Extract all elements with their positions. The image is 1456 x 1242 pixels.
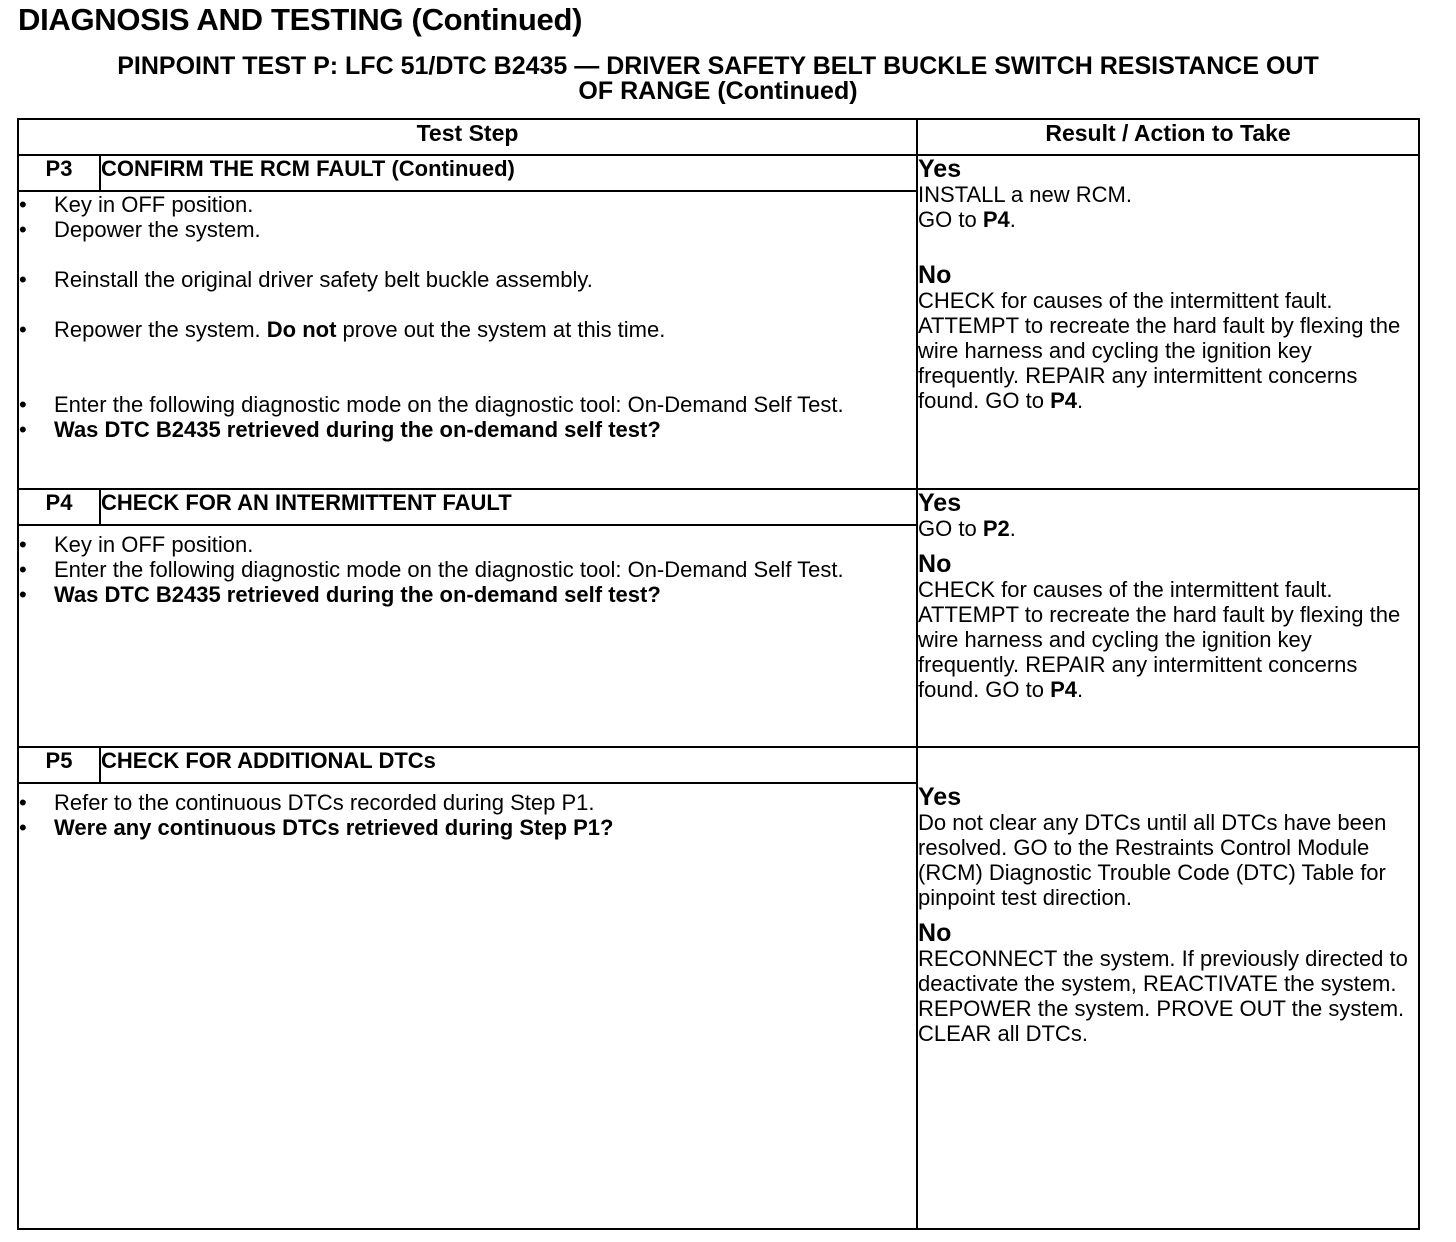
list-item: • Depower the system. bbox=[19, 217, 916, 242]
step-p5-result bbox=[917, 747, 1419, 1229]
pinpoint-test-table bbox=[17, 118, 1420, 1230]
result-yes bbox=[918, 156, 1418, 232]
yes-go: GO to P2. bbox=[918, 516, 1016, 541]
step-p4-title-row bbox=[18, 489, 1419, 525]
step-title: CHECK FOR AN INTERMITTENT FAULT bbox=[100, 489, 917, 525]
step-id: P4 bbox=[18, 489, 100, 525]
list-item: • Were any continuous DTCs retrieved during Step P1? bbox=[19, 815, 916, 840]
list-item: • Enter the following diagnostic mode on the diagnostic tool: On-Demand Self Test. bbox=[19, 392, 916, 417]
result-yes bbox=[918, 490, 1418, 541]
yes-text: INSTALL a new RCM. bbox=[918, 182, 1132, 207]
subtitle-line-2: OF RANGE (Continued) bbox=[578, 77, 858, 105]
yes-label: Yes bbox=[918, 783, 962, 811]
list-item: • Was DTC B2435 retrieved during the on-demand self test? bbox=[19, 417, 916, 442]
step-p5-instructions bbox=[18, 783, 917, 1229]
column-header-test-step: Test Step bbox=[18, 119, 917, 155]
table-header-row bbox=[18, 119, 1419, 155]
list-item: • Refer to the continuous DTCs recorded during Step P1. bbox=[19, 790, 916, 815]
result-no bbox=[918, 551, 1418, 702]
no-label: No bbox=[918, 261, 952, 289]
yes-text: Do not clear any DTCs until all DTCs have been resolved. GO to the Restraints Control Module (RCM) Diagnostic Trouble Code (DTC) Table for pinpoint test direction. bbox=[918, 810, 1387, 910]
yes-label: Yes bbox=[918, 155, 962, 183]
result-yes bbox=[918, 784, 1418, 910]
step-p3-title-row bbox=[18, 155, 1419, 191]
yes-go: GO to P4. bbox=[918, 207, 1016, 232]
list-item: • Enter the following diagnostic mode on the diagnostic tool: On-Demand Self Test. bbox=[19, 557, 916, 582]
step-title: CONFIRM THE RCM FAULT (Continued) bbox=[100, 155, 917, 191]
pinpoint-test-title bbox=[18, 54, 1418, 104]
list-item: • Key in OFF position. bbox=[19, 532, 916, 557]
yes-label: Yes bbox=[918, 489, 962, 517]
step-p3-result bbox=[917, 155, 1419, 489]
no-text: CHECK for causes of the intermittent fault. ATTEMPT to recreate the hard fault by flexing the wire harness and cycling the ignition key frequently. REPAIR any intermittent concerns found. GO to P4. bbox=[918, 288, 1401, 413]
step-title: CHECK FOR ADDITIONAL DTCs bbox=[100, 747, 917, 783]
subtitle-line-1: PINPOINT TEST P: LFC 51/DTC B2435 — DRIVER SAFETY BELT BUCKLE SWITCH RESISTANCE OUT bbox=[117, 52, 1319, 80]
page-heading: DIAGNOSIS AND TESTING (Continued) bbox=[18, 2, 583, 37]
result-no bbox=[918, 262, 1418, 413]
step-p5-title-row bbox=[18, 747, 1419, 783]
no-label: No bbox=[918, 550, 952, 578]
no-label: No bbox=[918, 919, 952, 947]
no-text: RECONNECT the system. If previously directed to deactivate the system, REACTIVATE the system. REPOWER the system. PROVE OUT the system. CLEAR all DTCs. bbox=[918, 946, 1408, 1046]
list-item: • Reinstall the original driver safety belt buckle assembly. bbox=[19, 267, 916, 292]
result-no bbox=[918, 920, 1418, 1046]
column-header-result: Result / Action to Take bbox=[917, 119, 1419, 155]
step-id: P5 bbox=[18, 747, 100, 783]
step-p4-result bbox=[917, 489, 1419, 747]
no-text: CHECK for causes of the intermittent fault. ATTEMPT to recreate the hard fault by flexing the wire harness and cycling the ignition key frequently. REPAIR any intermittent concerns found. GO to P4. bbox=[918, 577, 1401, 702]
step-id: P3 bbox=[18, 155, 100, 191]
list-item: • Key in OFF position. bbox=[19, 192, 916, 217]
list-item: • Was DTC B2435 retrieved during the on-demand self test? bbox=[19, 582, 916, 607]
list-item: • Repower the system. Do not prove out the system at this time. bbox=[19, 317, 916, 342]
step-p4-instructions bbox=[18, 525, 917, 747]
step-p3-instructions bbox=[18, 191, 917, 489]
